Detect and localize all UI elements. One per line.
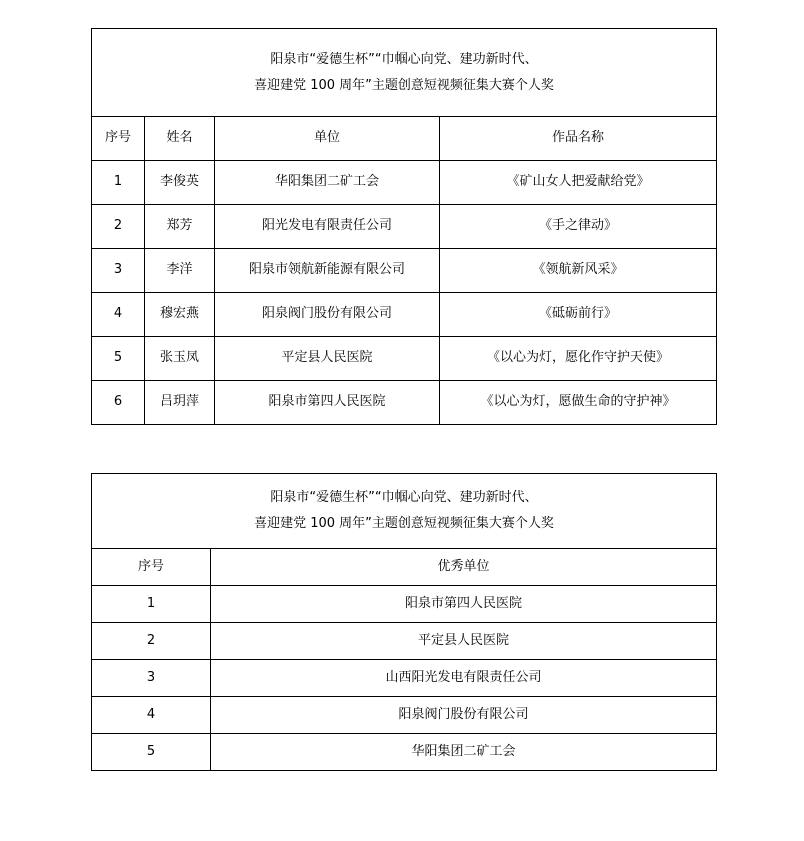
cell-index: 4 xyxy=(92,293,145,337)
individual-award-table xyxy=(91,28,717,425)
cell-index: 2 xyxy=(92,623,211,660)
table-title-line-1: 阳泉市“爱德生杯”“巾帼心向党、建功新时代、 xyxy=(270,51,538,67)
cell-unit: 平定县人民医院 xyxy=(215,337,440,381)
cell-index: 4 xyxy=(92,697,211,734)
cell-unit: 华阳集团二矿工会 xyxy=(211,734,717,771)
cell-work-title: 《领航新风采》 xyxy=(440,249,717,293)
table-row xyxy=(92,697,717,734)
cell-index: 5 xyxy=(92,337,145,381)
cell-name: 郑芳 xyxy=(145,205,215,249)
cell-unit: 平定县人民医院 xyxy=(211,623,717,660)
table-row xyxy=(92,660,717,697)
cell-name: 李洋 xyxy=(145,249,215,293)
cell-name: 穆宏燕 xyxy=(145,293,215,337)
table-row xyxy=(92,734,717,771)
cell-work-title: 《矿山女人把爱献给党》 xyxy=(440,161,717,205)
table-title-line-2: 喜迎建党 100 周年”主题创意短视频征集大赛个人奖 xyxy=(254,77,554,93)
cell-unit: 阳泉市第四人民医院 xyxy=(211,586,717,623)
cell-index: 1 xyxy=(92,161,145,205)
header-unit: 单位 xyxy=(215,117,440,161)
table-header-row xyxy=(92,549,717,586)
cell-name: 张玉凤 xyxy=(145,337,215,381)
cell-index: 3 xyxy=(92,249,145,293)
table-title-row xyxy=(92,474,717,549)
cell-index: 3 xyxy=(92,660,211,697)
cell-index: 5 xyxy=(92,734,211,771)
table-title-row xyxy=(92,29,717,117)
table-row xyxy=(92,205,717,249)
header-index: 序号 xyxy=(92,549,211,586)
table-title-line-2: 喜迎建党 100 周年”主题创意短视频征集大赛个人奖 xyxy=(254,516,554,531)
cell-unit: 阳泉阀门股份有限公司 xyxy=(211,697,717,734)
table-row xyxy=(92,249,717,293)
cell-work-title: 《砥砺前行》 xyxy=(440,293,717,337)
table-row xyxy=(92,623,717,660)
table-title xyxy=(92,474,717,549)
cell-work-title: 《以心为灯，愿化作守护天使》 xyxy=(440,337,717,381)
cell-unit: 山西阳光发电有限责任公司 xyxy=(211,660,717,697)
header-work-title: 作品名称 xyxy=(440,117,717,161)
cell-unit: 华阳集团二矿工会 xyxy=(215,161,440,205)
header-excellent-unit: 优秀单位 xyxy=(211,549,717,586)
cell-work-title: 《以心为灯，愿做生命的守护神》 xyxy=(440,381,717,425)
table-row xyxy=(92,381,717,425)
header-name: 姓名 xyxy=(145,117,215,161)
cell-unit: 阳泉市第四人民医院 xyxy=(215,381,440,425)
cell-unit: 阳光发电有限责任公司 xyxy=(215,205,440,249)
cell-index: 2 xyxy=(92,205,145,249)
cell-work-title: 《手之律动》 xyxy=(440,205,717,249)
excellent-unit-table xyxy=(91,473,717,771)
table-title-line-1: 阳泉市“爱德生杯”“巾帼心向党、建功新时代、 xyxy=(270,490,538,505)
table-row xyxy=(92,586,717,623)
cell-name: 李俊英 xyxy=(145,161,215,205)
table-title xyxy=(92,29,717,117)
table-header-row xyxy=(92,117,717,161)
table-row xyxy=(92,161,717,205)
header-index: 序号 xyxy=(92,117,145,161)
cell-index: 1 xyxy=(92,586,211,623)
cell-unit: 阳泉阀门股份有限公司 xyxy=(215,293,440,337)
cell-index: 6 xyxy=(92,381,145,425)
cell-unit: 阳泉市领航新能源有限公司 xyxy=(215,249,440,293)
table-row xyxy=(92,337,717,381)
table-row xyxy=(92,293,717,337)
cell-name: 吕玥萍 xyxy=(145,381,215,425)
